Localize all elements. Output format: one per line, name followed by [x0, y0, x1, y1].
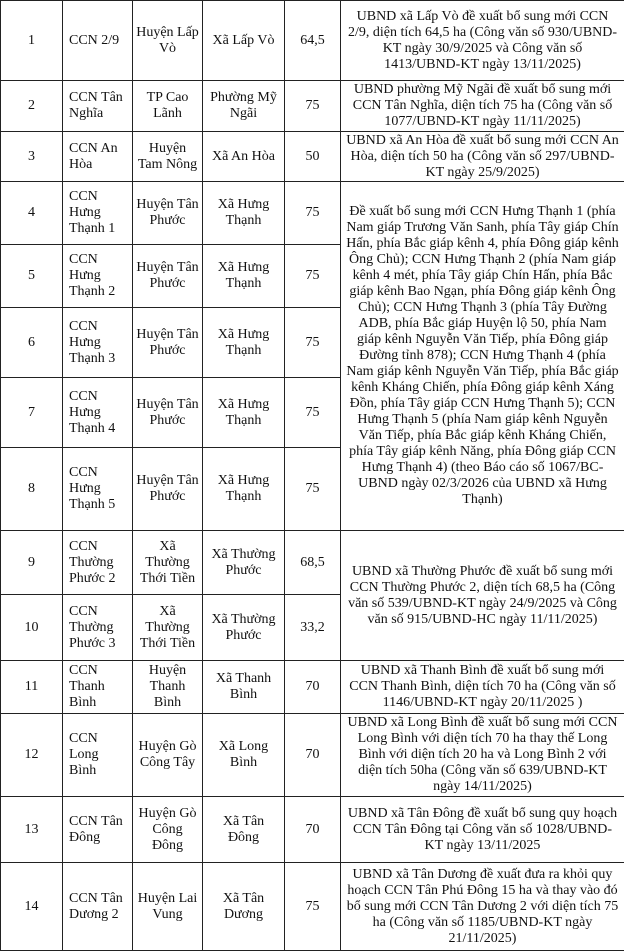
proposal-note-thuong-phuoc: UBND xã Thường Phước đề xuất bổ sung mới CCN Thường Phước 2, diện tích 68,5 ha (Công văn số 539/UBND-KT ngày 24/9/2025 và Công văn số 915/UBND-HC ngày 11/11/2025)	[341, 531, 624, 661]
district: Huyện Tam Nông	[133, 132, 203, 182]
area-ha: 33,2	[285, 595, 341, 661]
commune: Xã Hưng Thạnh	[203, 378, 285, 448]
row-number: 11	[1, 661, 63, 714]
proposal-note-hung-thanh: Đề xuất bổ sung mới CCN Hưng Thạnh 1 (phía Nam giáp Trương Văn Sanh, phía Tây giáp Chín Hấn, phía Bắc giáp kênh 4, phía Đông giáp kênh Ông Chủ); CCN Hưng Thạnh 2 (phía Nam giáp kênh 4 mét, phía Tây giáp Chín Hấn, phía Bắc giáp kênh Bao Ngạn, phía Đông giáp kênh Ông Chủ); CCN Hưng Thạnh 3 (phía Tây Đường ADB, phía Bắc giáp Huyện lộ 50, phía Nam giáp kênh Nguyễn Văn Tiếp, phía Đông giáp Đường tỉnh 878); CCN Hưng Thạnh 4 (phía Nam giáp kênh Nguyễn Văn Tiếp, phía Bắc giáp kênh Kháng Chiến, phía Đông giáp kênh Xáng Đồn, phía Tây giáp CCN Hưng Thạnh 5); CCN Hưng Thạnh 5 (phía Nam giáp kênh Nguyễn Văn Tiếp, phía Bắc giáp kênh Kháng Chiến, phía Tây giáp kênh Năng, phía Đông giáp CCN Hưng Thạnh 4) (theo Báo cáo số 1067/BC-UBND ngày 02/3/2026 của UBND xã Hưng Thạnh)	[341, 182, 624, 531]
table-row	[1, 81, 624, 132]
proposal-note: UBND phường Mỹ Ngãi đề xuất bổ sung mới CCN Tân Nghĩa, diện tích 75 ha (Công văn số 1077/UBND-KT ngày 11/11/2025)	[341, 81, 624, 132]
commune: Xã Tân Dương	[203, 863, 285, 951]
area-ha: 75	[285, 448, 341, 531]
proposal-note: UBND xã Long Bình đề xuất bổ sung mới CCN Long Bình với diện tích 70 ha thay thế Long Bình với diện tích 20 ha và Long Bình 2 với diện tích 50ha (Công văn số 639/UBND-KT ngày 14/11/2025)	[341, 714, 624, 797]
cluster-name: CCN Long Bình	[63, 714, 133, 797]
commune: Xã Hưng Thạnh	[203, 245, 285, 308]
row-number: 6	[1, 308, 63, 378]
district: Huyện Gò Công Đông	[133, 797, 203, 863]
commune: Xã Hưng Thạnh	[203, 448, 285, 531]
area-ha: 64,5	[285, 1, 341, 81]
commune: Xã Hưng Thạnh	[203, 182, 285, 245]
proposal-note: UBND xã Tân Đông đề xuất bổ sung quy hoạch CCN Tân Đông tại Công văn số 1028/UBND-KT ngày 13/11/2025	[341, 797, 624, 863]
commune: Xã Long Bình	[203, 714, 285, 797]
row-number: 10	[1, 595, 63, 661]
district: TP Cao Lãnh	[133, 81, 203, 132]
cluster-name: CCN Tân Nghĩa	[63, 81, 133, 132]
cluster-name: CCN An Hòa	[63, 132, 133, 182]
table-row	[1, 182, 624, 245]
area-ha: 70	[285, 714, 341, 797]
row-number: 13	[1, 797, 63, 863]
commune: Xã Tân Đông	[203, 797, 285, 863]
table-row	[1, 132, 624, 182]
area-ha: 75	[285, 182, 341, 245]
area-ha: 75	[285, 81, 341, 132]
cluster-name: CCN Tân Dương 2	[63, 863, 133, 951]
row-number: 5	[1, 245, 63, 308]
commune: Xã Thanh Bình	[203, 661, 285, 714]
row-number: 2	[1, 81, 63, 132]
district: Huyện Thanh Bình	[133, 661, 203, 714]
area-ha: 75	[285, 308, 341, 378]
district: Xã Thường Thới Tiền	[133, 531, 203, 595]
table-row	[1, 1, 624, 81]
cluster-name: CCN Tân Đông	[63, 797, 133, 863]
area-ha: 50	[285, 132, 341, 182]
district: Huyện Tân Phước	[133, 182, 203, 245]
commune: Xã Hưng Thạnh	[203, 308, 285, 378]
proposal-note: UBND xã An Hòa đề xuất bổ sung mới CCN An Hòa, diện tích 50 ha (Công văn số 297/UBND-KT ngày 25/9/2025)	[341, 132, 624, 182]
cluster-name: CCN 2/9	[63, 1, 133, 81]
proposal-note: UBND xã Lấp Vò đề xuất bổ sung mới CCN 2/9, diện tích 64,5 ha (Công văn số 930/UBND-KT ngày 30/9/2025 và Công văn số 1413/UBND-KT ngày 13/11/2025)	[341, 1, 624, 81]
cluster-name: CCN Hưng Thạnh 1	[63, 182, 133, 245]
cluster-name: CCN Hưng Thạnh 4	[63, 378, 133, 448]
district: Huyện Tân Phước	[133, 378, 203, 448]
row-number: 1	[1, 1, 63, 81]
cluster-name: CCN Hưng Thạnh 3	[63, 308, 133, 378]
row-number: 3	[1, 132, 63, 182]
area-ha: 75	[285, 378, 341, 448]
commune: Xã Thường Phước	[203, 531, 285, 595]
commune: Xã Lấp Vò	[203, 1, 285, 81]
area-ha: 70	[285, 797, 341, 863]
area-ha: 68,5	[285, 531, 341, 595]
district: Huyện Lấp Vò	[133, 1, 203, 81]
proposal-note: UBND xã Thanh Bình đề xuất bổ sung mới CCN Thanh Bình, diện tích 70 ha (Công văn số 1146/UBND-KT ngày 20/11/2025 )	[341, 661, 624, 714]
commune: Phường Mỹ Ngãi	[203, 81, 285, 132]
row-number: 8	[1, 448, 63, 531]
table-row	[1, 714, 624, 797]
proposal-note: UBND xã Tân Dương đề xuất đưa ra khỏi quy hoạch CCN Tân Phú Đông 15 ha và thay vào đó bổ sung mới CCN Tân Dương 2 với diện tích 75 ha (Công văn số 1185/UBND-KT ngày 21/11/2025)	[341, 863, 624, 951]
commune: Xã An Hòa	[203, 132, 285, 182]
row-number: 4	[1, 182, 63, 245]
table-row	[1, 531, 624, 595]
cluster-name: CCN Thường Phước 2	[63, 531, 133, 595]
row-number: 12	[1, 714, 63, 797]
district: Huyện Lai Vung	[133, 863, 203, 951]
district: Huyện Gò Công Tây	[133, 714, 203, 797]
district: Huyện Tân Phước	[133, 308, 203, 378]
area-ha: 70	[285, 661, 341, 714]
area-ha: 75	[285, 245, 341, 308]
cluster-name: CCN Hưng Thạnh 5	[63, 448, 133, 531]
district: Huyện Tân Phước	[133, 448, 203, 531]
cluster-name: CCN Thanh Bình	[63, 661, 133, 714]
commune: Xã Thường Phước	[203, 595, 285, 661]
row-number: 14	[1, 863, 63, 951]
table-row	[1, 661, 624, 714]
district: Xã Thường Thới Tiền	[133, 595, 203, 661]
cluster-name: CCN Thường Phước 3	[63, 595, 133, 661]
row-number: 7	[1, 378, 63, 448]
cluster-name: CCN Hưng Thạnh 2	[63, 245, 133, 308]
district: Huyện Tân Phước	[133, 245, 203, 308]
row-number: 9	[1, 531, 63, 595]
table-row	[1, 863, 624, 951]
area-ha: 75	[285, 863, 341, 951]
table-row	[1, 797, 624, 863]
